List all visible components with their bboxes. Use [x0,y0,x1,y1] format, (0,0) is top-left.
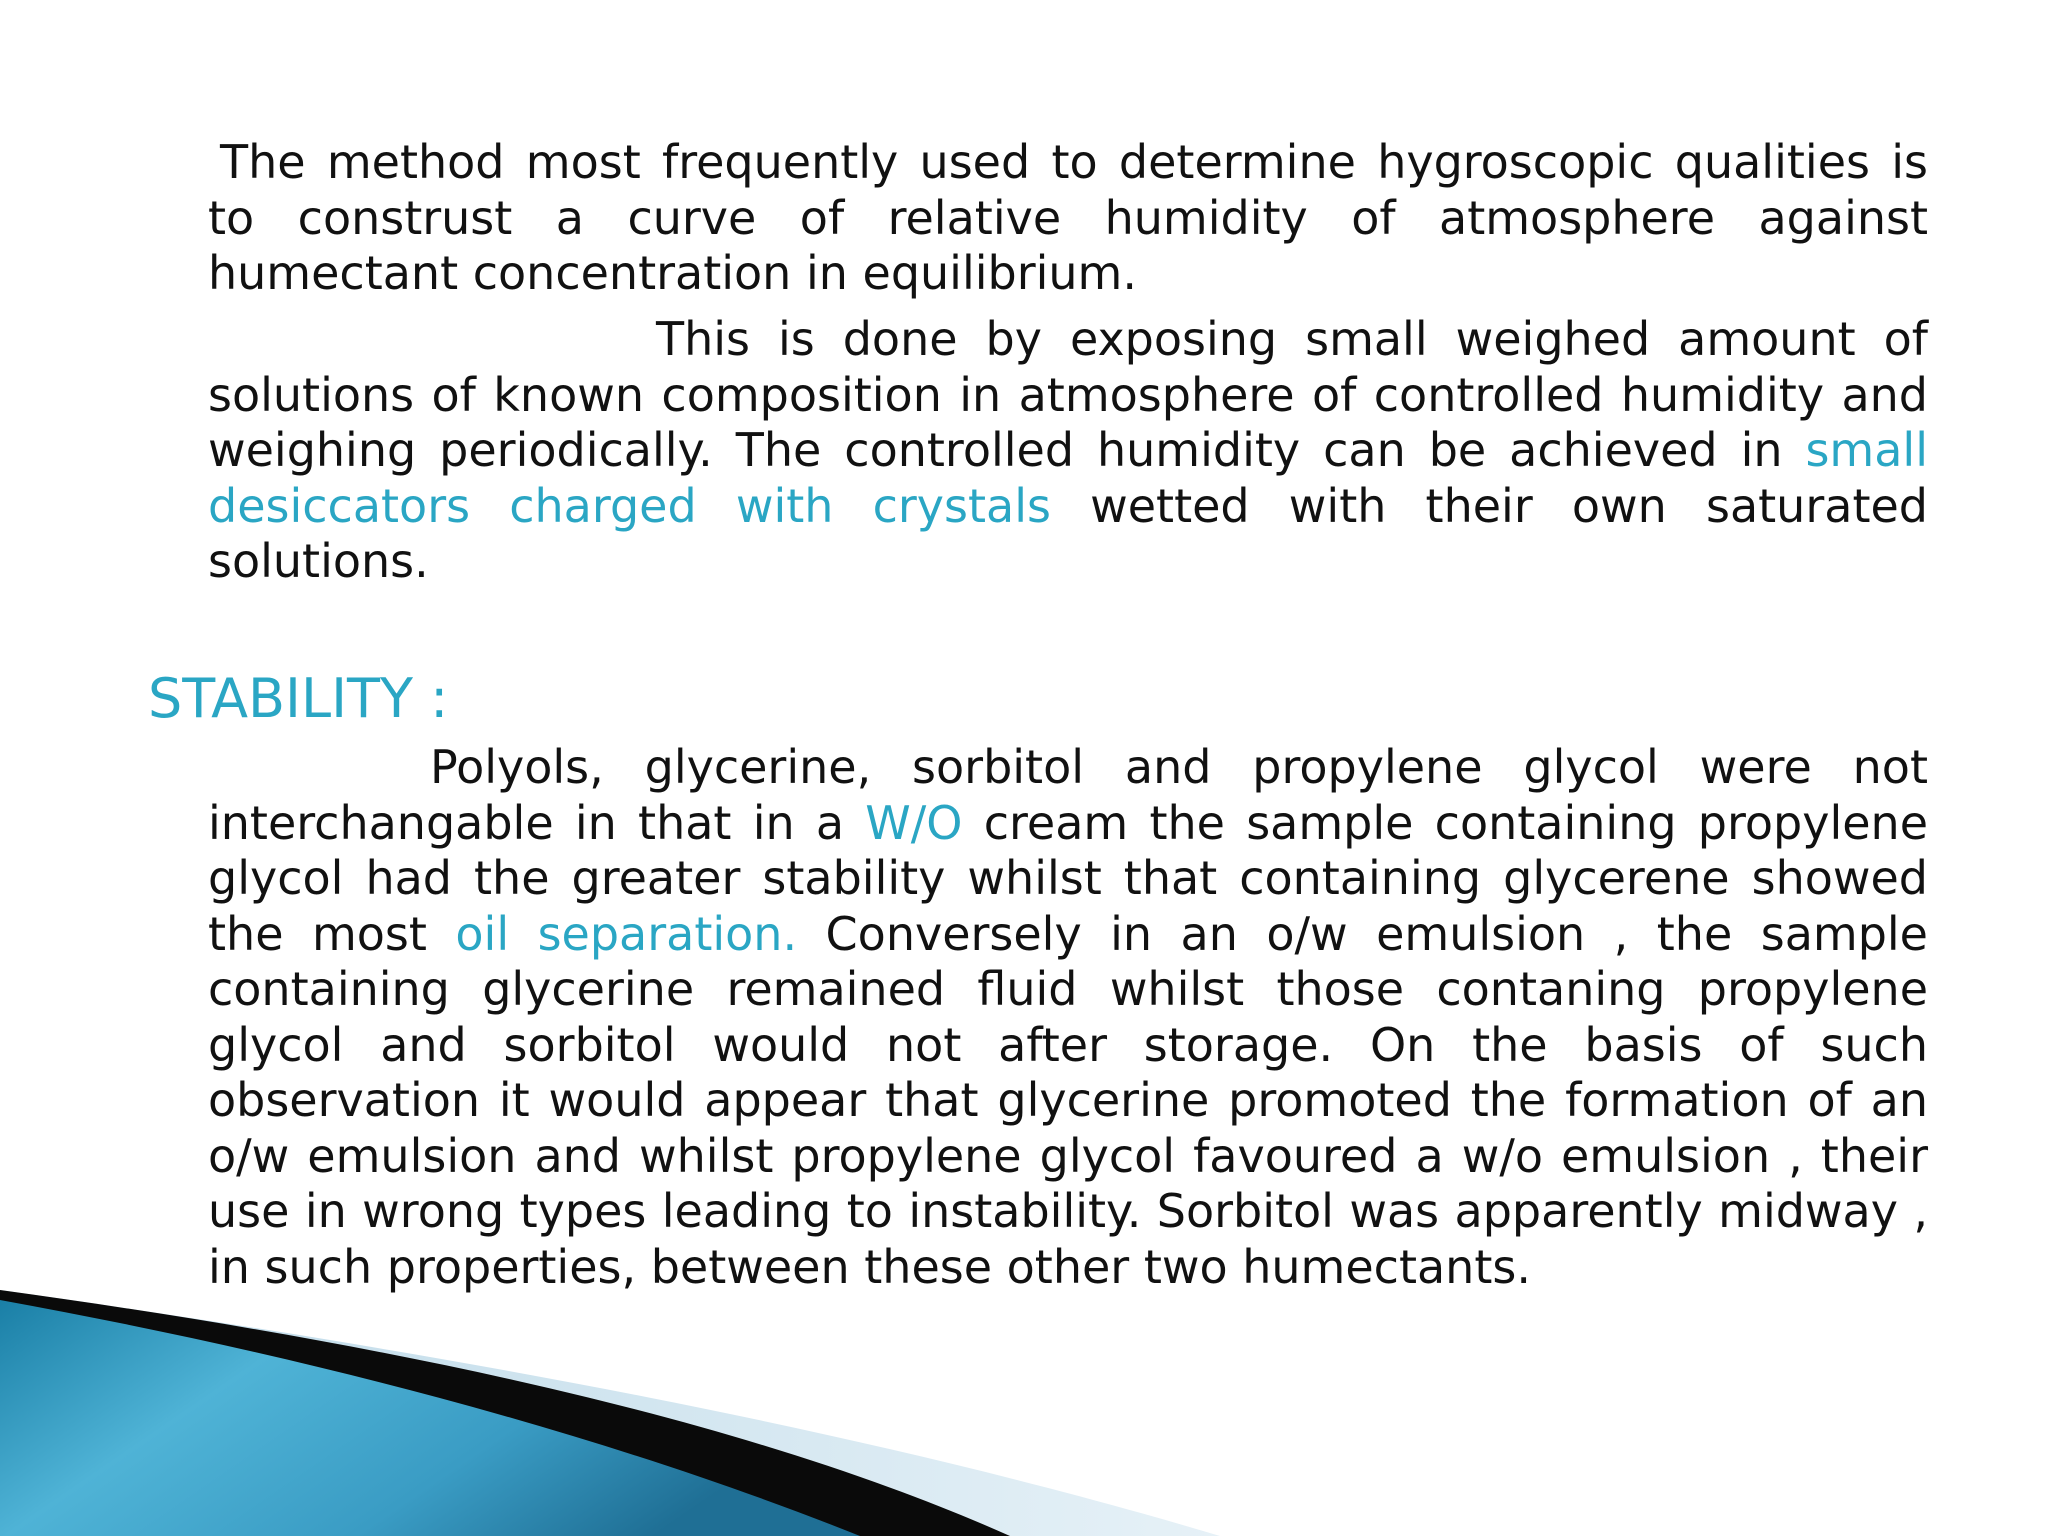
highlight-wo: W/O [865,795,963,850]
section-heading-stability: STABILITY : [148,667,449,730]
paragraph-text: The method most frequently used to determine hygroscopic qualities is to construst a curve of relative humidity of atmosphere against humectant concentration in equilibrium. [208,135,1928,300]
paragraph-exposure-method [208,312,1928,590]
paragraph-text: cream the sample containing propylene glycol had the greater stability whilst that containing glycerene showed the most [208,795,1928,961]
paragraph-text: Conversely in an o/w emulsion , the sample containing glycerine remained fluid whilst those contaning propylene glycol and sorbitol would not after storage. On the basis of such observation it would appear that glycerine promoted the formation of an o/w emulsion and whilst propylene glycol favoured a w/o emulsion , their use in wrong types leading to instability. Sorbitol was apparently midway , in such properties, between these other two humectants. [208,906,1928,1294]
paragraph-hygroscopic-method [208,135,1928,302]
highlight-oil-separation: oil separation. [455,906,798,961]
paragraph-text: wetted with their own saturated solutions. [208,478,1928,588]
paragraph-stability [208,740,1928,1295]
paragraph-text: Polyols, glycerine, sorbitol and propylene glycol were not interchangable in that in a [208,740,1928,850]
highlight-desiccators: small desiccators charged with crystals [208,423,1928,533]
paragraph-text: This is done by exposing small weighed amount of solutions of known composition in atmosphere of controlled humidity and weighing periodically. The controlled humidity can be achieved in [208,312,1928,477]
